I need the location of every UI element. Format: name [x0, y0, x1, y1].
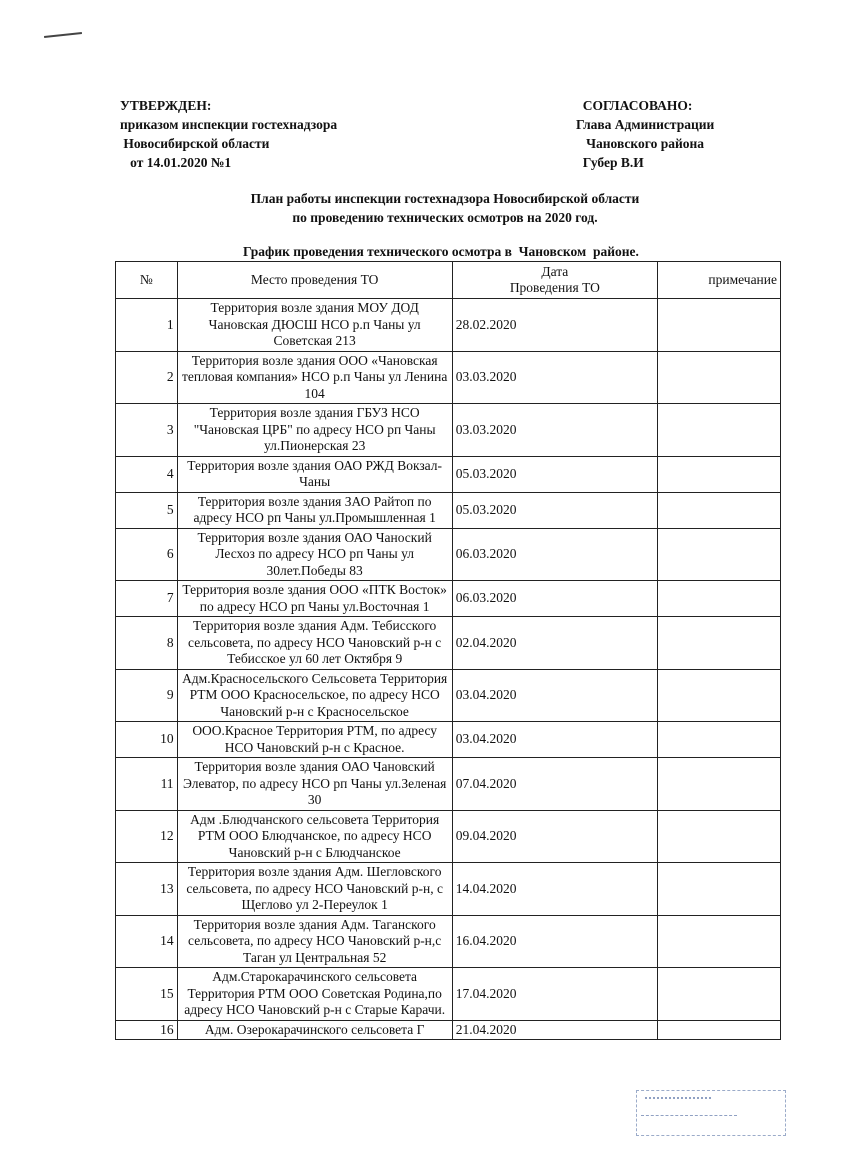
table-row [116, 581, 781, 617]
plan-title: План работы инспекции гостехнадзора Новосибирской области [250, 191, 640, 206]
row-note [657, 722, 780, 758]
row-place: Территория возле здания ГБУЗ НСО "Чановская ЦРБ" по адресу НСО рп Чаны ул.Пионерская 23 [177, 404, 452, 457]
row-place: Территория возле здания МОУ ДОД Чановская ДЮСШ НСО р.п Чаны ул Советская 213 [177, 299, 452, 352]
row-date: 16.04.2020 [452, 915, 657, 968]
row-date: 03.04.2020 [452, 669, 657, 722]
row-date: 03.04.2020 [452, 722, 657, 758]
approved-label: УТВЕРЖДЕН: [120, 98, 212, 113]
row-note [657, 456, 780, 492]
row-note [657, 617, 780, 670]
row-num: 2 [116, 351, 178, 404]
row-date: 14.04.2020 [452, 863, 657, 916]
row-note [657, 492, 780, 528]
row-date: 07.04.2020 [452, 758, 657, 811]
row-note [657, 1020, 780, 1040]
header-note: примечание [657, 262, 780, 299]
table-row [116, 915, 781, 968]
table-row [116, 528, 781, 581]
agreed-label: СОГЛАСОВАНО: [576, 98, 693, 113]
row-num: 16 [116, 1020, 178, 1040]
table-row [116, 456, 781, 492]
row-date: 09.04.2020 [452, 810, 657, 863]
row-date: 05.03.2020 [452, 492, 657, 528]
header-place: Место проведения ТО [177, 262, 452, 299]
row-date: 05.03.2020 [452, 456, 657, 492]
row-num: 7 [116, 581, 178, 617]
row-num: 1 [116, 299, 178, 352]
scan-mark [44, 32, 82, 38]
table-row [116, 810, 781, 863]
table-row [116, 617, 781, 670]
stamp-mark [641, 1115, 737, 1118]
table-row [116, 669, 781, 722]
row-place: Территория возле здания ООО «ПТК Восток» по адресу НСО рп Чаны ул.Восточная 1 [177, 581, 452, 617]
row-date: 28.02.2020 [452, 299, 657, 352]
row-date: 06.03.2020 [452, 528, 657, 581]
row-place: Адм. Озерокарачинского сельсовета Г [177, 1020, 452, 1040]
row-place: Территория возле здания ЗАО Райтоп по адресу НСО рп Чаны ул.Промышленная 1 [177, 492, 452, 528]
plan-subtitle: по проведению технических осмотров на 2020 год. [292, 210, 598, 225]
agreed-position: Глава Администрации [576, 117, 715, 132]
row-place: Территория возле здания Адм. Тебисского сельсовета, по адресу НСО Чановский р-н с Тебисское ул 60 лет Октября 9 [177, 617, 452, 670]
table-row [116, 404, 781, 457]
table-row [116, 1020, 781, 1040]
row-note [657, 810, 780, 863]
header-date-line1: Дата [541, 263, 569, 279]
table-row [116, 492, 781, 528]
row-num: 9 [116, 669, 178, 722]
row-num: 3 [116, 404, 178, 457]
row-date: 06.03.2020 [452, 581, 657, 617]
header-num: № [116, 262, 178, 299]
row-note [657, 404, 780, 457]
row-place: Адм.Старокарачинского сельсовета Территория РТМ ООО Советская Родина,по адресу НСО Чановский р-н с Старые Карачи. [177, 968, 452, 1021]
row-note [657, 915, 780, 968]
table-row [116, 758, 781, 811]
row-note [657, 351, 780, 404]
agreed-block [576, 96, 714, 172]
approved-date: от 14.01.2020 №1 [120, 155, 232, 170]
agreed-district: Чановского района [576, 136, 705, 151]
row-note [657, 863, 780, 916]
row-date: 21.04.2020 [452, 1020, 657, 1040]
inspection-schedule-table [115, 261, 781, 1040]
table-row [116, 968, 781, 1021]
approved-region: Новосибирской области [120, 136, 270, 151]
approved-block [120, 96, 337, 172]
table-row [116, 299, 781, 352]
row-place: Территория возле здания ООО «Чановская тепловая компания» НСО р.п Чаны ул Ленина 104 [177, 351, 452, 404]
row-place: Территория возле здания ОАО РЖД Вокзал-Чаны [177, 456, 452, 492]
row-date: 17.04.2020 [452, 968, 657, 1021]
row-place: Территория возле здания ОАО Чаноский Лесхоз по адресу НСО рп Чаны ул 30лет.Победы 83 [177, 528, 452, 581]
row-num: 12 [116, 810, 178, 863]
row-num: 15 [116, 968, 178, 1021]
row-num: 11 [116, 758, 178, 811]
row-num: 5 [116, 492, 178, 528]
row-note [657, 581, 780, 617]
row-date: 03.03.2020 [452, 404, 657, 457]
row-place: Территория возле здания Адм. Таганского сельсовета, по адресу НСО Чановский р-н,с Таган ул Центральная 52 [177, 915, 452, 968]
row-num: 4 [116, 456, 178, 492]
row-note [657, 528, 780, 581]
row-place: Территория возле здания ОАО Чановский Элеватор, по адресу НСО рп Чаны ул.Зеленая 30 [177, 758, 452, 811]
stamp-mark [645, 1097, 711, 1105]
row-date: 02.04.2020 [452, 617, 657, 670]
ink-stamp [636, 1090, 786, 1136]
schedule-title: График проведения технического осмотра в Чановском районе. [243, 244, 639, 259]
table-row [116, 722, 781, 758]
row-place: Адм .Блюдчанского сельсовета Территория РТМ ООО Блюдчанское, по адресу НСО Чановский р-н с Блюдчанское [177, 810, 452, 863]
row-num: 13 [116, 863, 178, 916]
table-header-row [116, 262, 781, 299]
header-date-line2: Проведения ТО [509, 280, 600, 295]
row-note [657, 758, 780, 811]
agreed-signatory: Губер В.И [576, 155, 644, 170]
row-num: 8 [116, 617, 178, 670]
row-num: 6 [116, 528, 178, 581]
row-num: 10 [116, 722, 178, 758]
row-note [657, 968, 780, 1021]
row-place: Территория возле здания Адм. Шегловского сельсовета, по адресу НСО Чановский р-н, с Щеглово ул 2-Переулок 1 [177, 863, 452, 916]
header-date [452, 262, 657, 299]
row-note [657, 299, 780, 352]
row-place: Адм.Красносельского Сельсовета Территория РТМ ООО Красносельское, по адресу НСО Чановский р-н с Красносельское [177, 669, 452, 722]
row-num: 14 [116, 915, 178, 968]
row-date: 03.03.2020 [452, 351, 657, 404]
table-row [116, 351, 781, 404]
table-row [116, 863, 781, 916]
row-place: ООО.Красное Территория РТМ, по адресу НСО Чановский р-н с Красное. [177, 722, 452, 758]
approved-order: приказом инспекции гостехнадзора [120, 117, 338, 132]
row-note [657, 669, 780, 722]
